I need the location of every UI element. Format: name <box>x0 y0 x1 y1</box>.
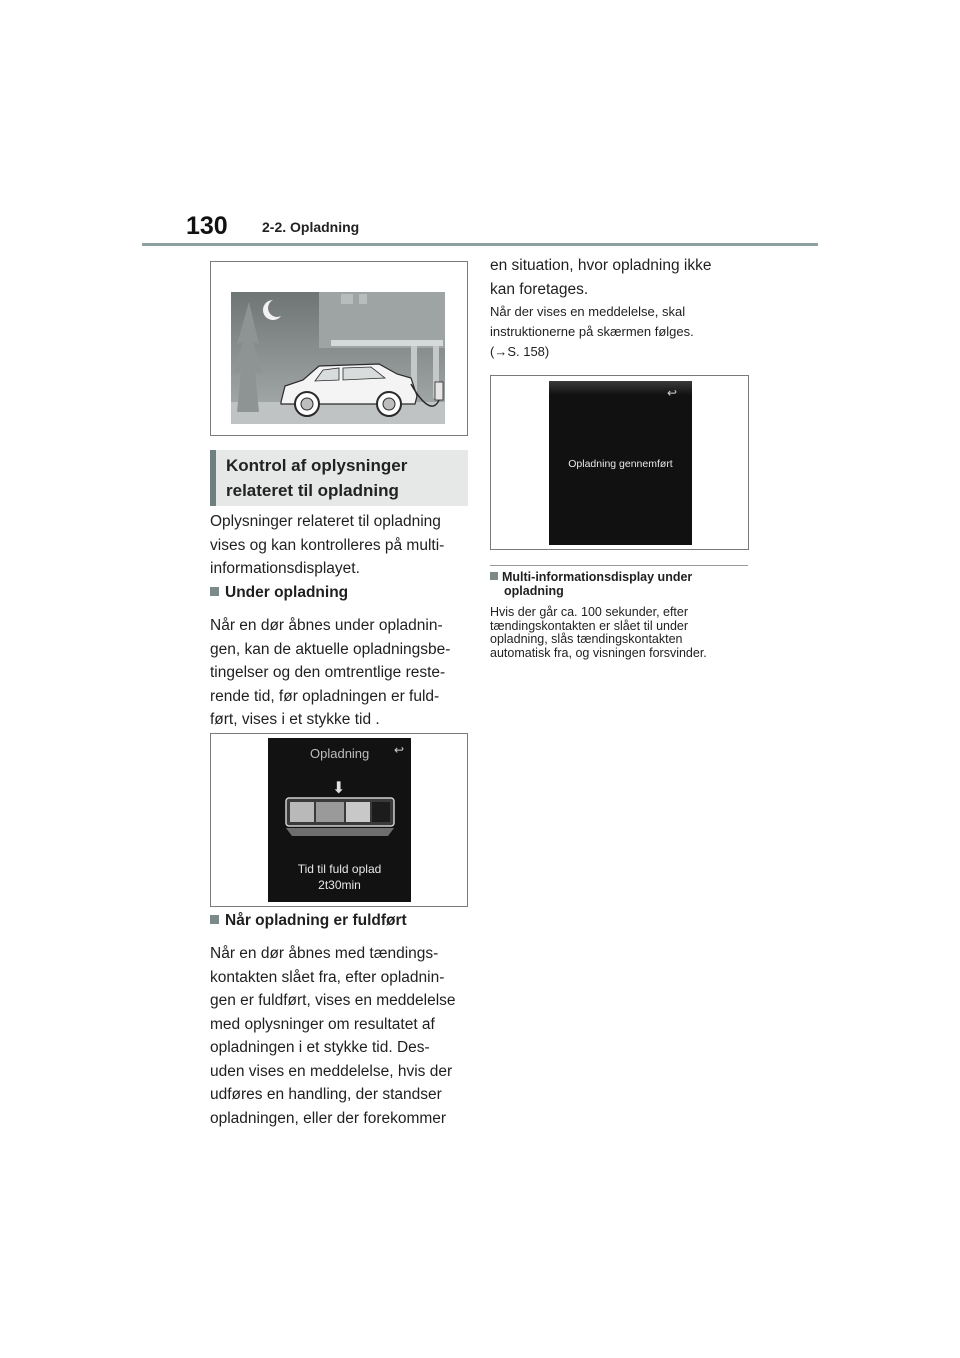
page-reference: (→S. 158) <box>490 344 550 359</box>
paragraph-line: opladning, slås tændingskontakten <box>490 632 683 646</box>
charging-complete-paragraph <box>210 942 480 1130</box>
section-heading <box>210 450 468 506</box>
section-heading-line-1: Kontrol af oplysninger <box>226 456 408 475</box>
intro-line: Oplysninger relateret til opladning <box>210 513 441 530</box>
display-screen <box>549 381 692 545</box>
time-to-full-value: 2t30min <box>318 878 361 892</box>
paragraph-line: udføres en handling, der standser <box>210 1086 442 1103</box>
time-to-full-label: Tid til fuld oplad <box>297 862 382 876</box>
paragraph-line: gen, kan de aktuelle opladningsbe- <box>210 640 451 658</box>
charging-complete-figure <box>490 375 749 550</box>
paragraph-line: gen er fuldført, vises en meddelelse <box>210 992 456 1009</box>
charging-screen-figure <box>210 733 468 907</box>
paragraph-line: Hvis der går ca. 100 sekunder, efter <box>490 605 689 619</box>
section-heading-line-2: relateret til opladning <box>226 481 399 500</box>
note-heading <box>490 570 752 598</box>
paragraph-line: med oplysninger om resultatet af <box>210 1015 435 1033</box>
paragraph-line: Når der vises en meddelelse, skal <box>490 304 686 319</box>
intro-paragraph <box>210 510 472 581</box>
paragraph-line: kontakten slået fra, efter opladnin- <box>210 968 445 986</box>
paragraph-line: opladningen, eller der forekommer <box>210 1109 447 1127</box>
charging-complete-heading-text: Når opladning er fuldført <box>225 912 407 929</box>
page-number: 130 <box>186 212 228 240</box>
down-arrow-icon: ⬇ <box>332 780 346 797</box>
paragraph-line: tingelser og den omtrentlige reste- <box>210 664 446 681</box>
paragraph-line: automatisk fra, og visningen forsvinder. <box>490 645 707 660</box>
section-title: 2-2. Opladning <box>262 219 360 235</box>
bullet-square-icon <box>210 915 219 924</box>
note-heading-line: Multi-informationsdisplay under <box>502 570 693 584</box>
paragraph-line: instruktionerne på skærmen følges. <box>490 324 694 339</box>
paragraph-line: opladningen i et stykke tid. Des- <box>210 1039 430 1056</box>
instruction-paragraph <box>490 302 752 362</box>
night-charging-figure <box>210 261 468 436</box>
continued-paragraph <box>490 254 752 301</box>
paragraph-line: Når en dør åbnes under opladnin- <box>210 617 443 634</box>
paragraph-line: kan foretages. <box>490 280 589 298</box>
charging-complete-message: Opladning gennemført <box>568 458 673 470</box>
paragraph-line: ført, vises i et stykke tid . <box>210 711 380 728</box>
under-charging-heading <box>210 584 348 602</box>
note-heading-line: opladning <box>504 584 564 598</box>
charging-complete-heading <box>210 912 407 930</box>
battery-gauge-graphic <box>284 796 396 840</box>
charging-screen-title: Opladning <box>310 746 370 761</box>
bullet-square-icon <box>210 587 219 596</box>
header-divider <box>142 243 818 246</box>
note-divider <box>490 565 748 566</box>
paragraph-line: Når en dør åbnes med tændings- <box>210 945 439 962</box>
back-arrow-icon: ↩ <box>667 386 678 400</box>
under-charging-paragraph <box>210 614 472 732</box>
paragraph-line: rende tid, før opladningen er fuld- <box>210 687 440 705</box>
display-screen <box>268 738 411 902</box>
bullet-square-icon <box>490 572 498 580</box>
intro-line: informationsdisplayet. <box>210 560 360 577</box>
intro-line: vises og kan kontrolleres på multi- <box>210 536 445 554</box>
paragraph-line: en situation, hvor opladning ikke <box>490 257 712 274</box>
night-charging-illustration <box>211 262 467 435</box>
under-charging-heading-text: Under opladning <box>225 584 349 601</box>
note-paragraph <box>490 606 760 660</box>
back-arrow-icon: ↩ <box>394 743 405 757</box>
paragraph-line: tændingskontakten er slået til under <box>490 618 689 633</box>
paragraph-line: uden vises en meddelelse, hvis der <box>210 1062 453 1080</box>
